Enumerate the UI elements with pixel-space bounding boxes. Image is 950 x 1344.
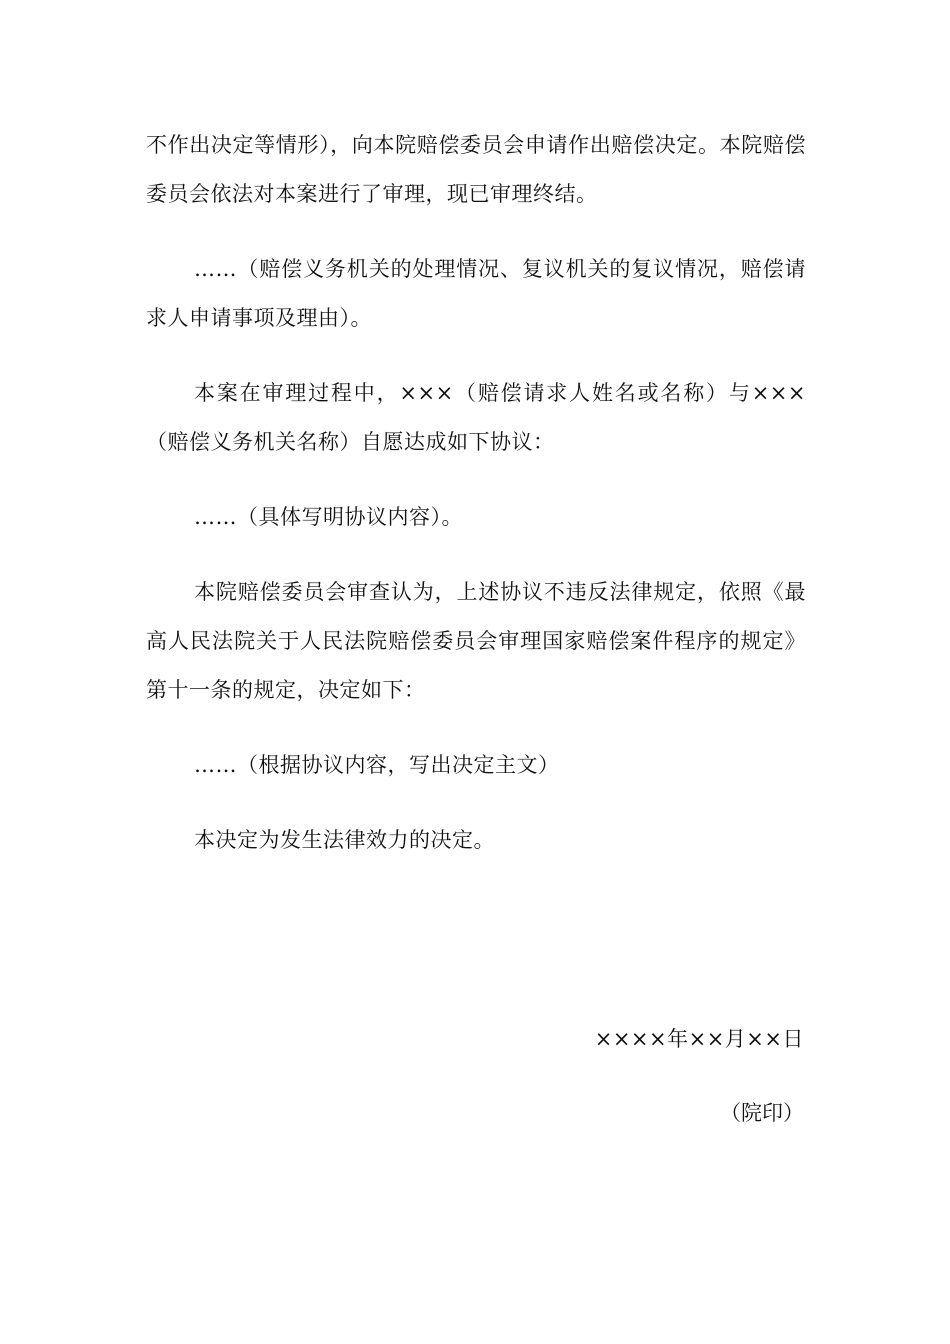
paragraph-legal-effect: 本决定为发生法律效力的决定。 (194, 828, 495, 852)
paragraph-agreement-content: ……（具体写明协议内容）。 (194, 505, 463, 529)
paragraph-agreement-intro: 本案在审理过程中，×××（赔偿请求人姓名或名称）与×××（赔偿义务机关名称）自愿达成如下协议： (146, 381, 806, 454)
paragraph-handling-situation: ……（赔偿义务机关的处理情况、复议机关的复议情况，赔偿请求人申请事项及理由）。 (146, 257, 806, 330)
court-seal-label: （院印） (720, 1101, 804, 1125)
paragraph-review-opinion: 本院赔偿委员会审查认为，上述协议不违反法律规定，依照《最高人民法院关于人民法院赔偿委员会审理国家赔偿案件程序的规定》第十一条的规定，决定如下： (146, 580, 806, 702)
paragraph-continuation: 不作出决定等情形），向本院赔偿委员会申请作出赔偿决定。本院赔偿委员会依法对本案进行了审理，现已审理终结。 (146, 133, 806, 206)
document-body (146, 121, 806, 891)
decision-date: ××××年××月××日 (594, 1027, 804, 1051)
paragraph-decision-main: ……（根据协议内容，写出决定主文） (194, 753, 560, 777)
